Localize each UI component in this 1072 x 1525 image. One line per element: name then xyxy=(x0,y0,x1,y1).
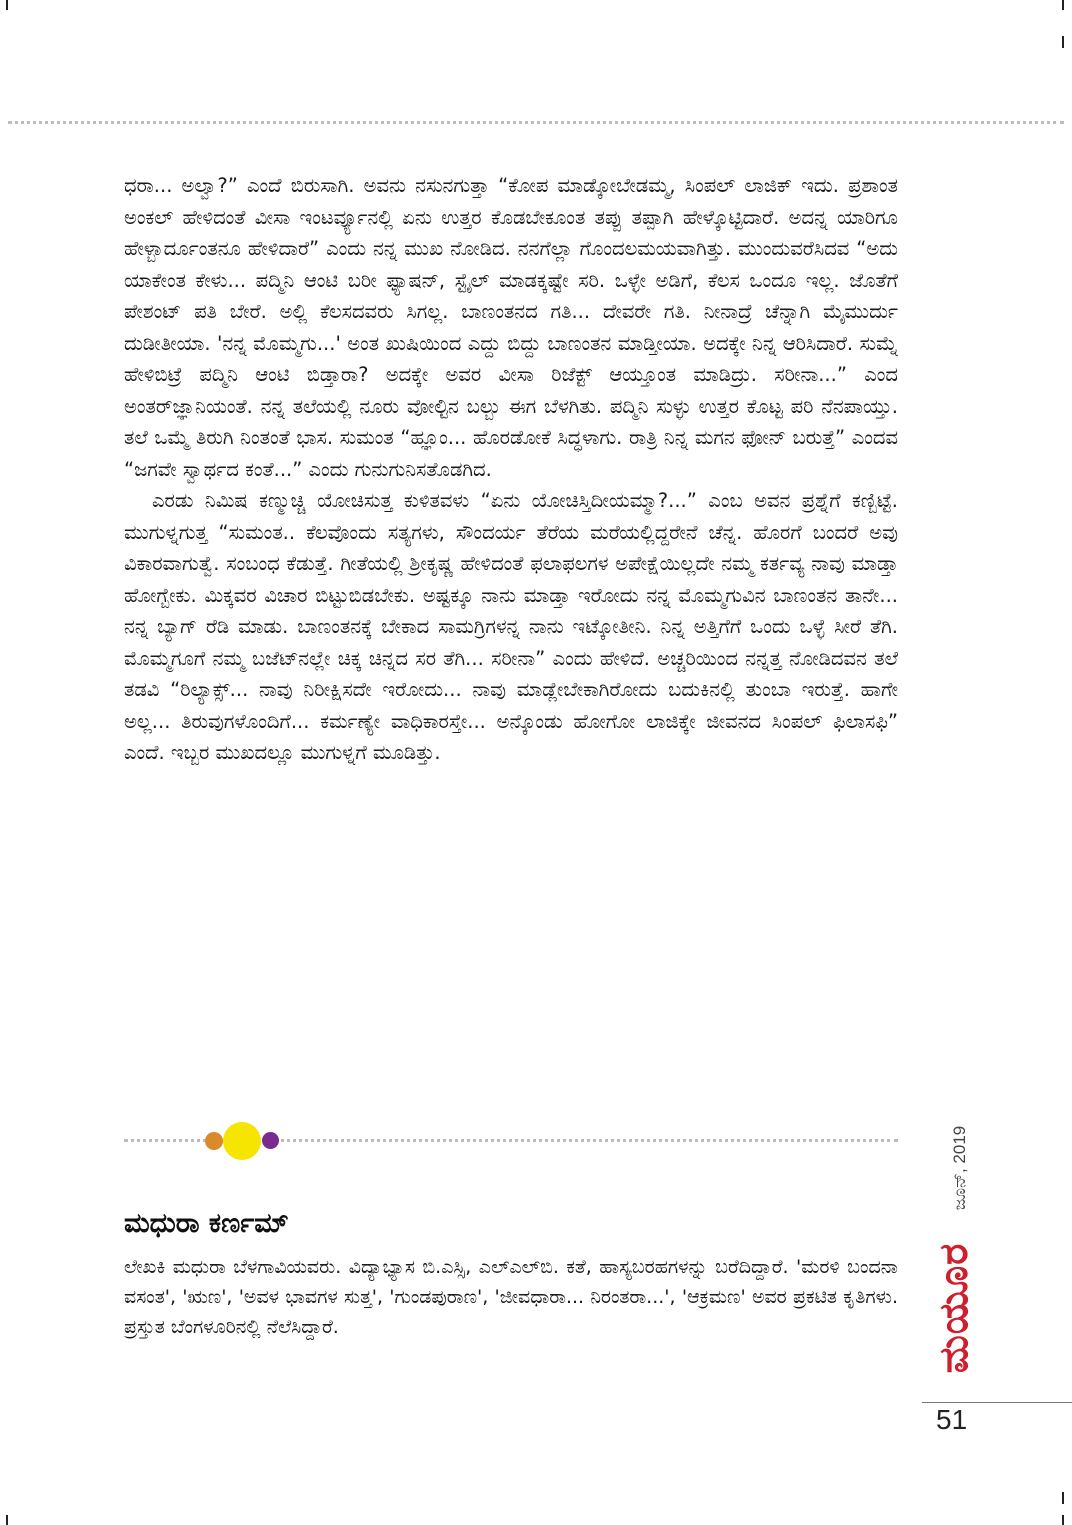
orange-dot xyxy=(205,1132,223,1150)
crop-mark-right-lower xyxy=(1062,1492,1064,1504)
story-paragraph: ಎರಡು ನಿಮಿಷ ಕಣ್ಮುಚ್ಚಿ ಯೋಚಿಸುತ್ತ ಕುಳಿತವಳು “ಏನು ಯೋಚಿಸ್ತಿದೀಯಮ್ಮಾ?...” ಎಂಬ ಅವನ ಪ್ರಶ್ನೆಗೆ ಕಣ್ಬಿಟ್ಟೆ. ಮುಗುಳ್ನಗುತ್ತ “ಸುಮಂತ.. ಕೆಲವೊಂದು ಸತ್ಯಗಳು, ಸೌಂದರ್ಯ ತೆರೆಯ ಮರೆಯಲ್ಲಿದ್ದರೇನೆ ಚೆನ್ನ. ಹೊರಗೆ ಬಂದರೆ ಅವು ವಿಕಾರವಾಗುತ್ವೆ. ಸಂಬಂಧ ಕೆಡುತ್ತೆ. ಗೀತೆಯಲ್ಲಿ ಶ್ರೀಕೃಷ್ಣ ಹೇಳಿದಂತೆ ಫಲಾಫಲಗಳ ಅಪೇಕ್ಷೆಯಿಲ್ಲದೇ ನಮ್ಮ ಕರ್ತವ್ಯ ನಾವು ಮಾಡ್ತಾ ಹೋಗ್ಬೇಕು. ಮಿಕ್ಕವರ ವಿಚಾರ ಬಿಟ್ಟುಬಿಡಬೇಕು. ಅಷ್ಟಕ್ಕೂ ನಾನು ಮಾಡ್ತಾ ಇರೋದು ನನ್ನ ಮೊಮ್ಮಗುವಿನ ಬಾಣಂತನ ತಾನೇ... ನನ್ನ ಬ್ಯಾಗ್ ರೆಡಿ ಮಾಡು. ಬಾಣಂತನಕ್ಕೆ ಬೇಕಾದ ಸಾಮಗ್ರಿಗಳನ್ನ ನಾನು ಇಟ್ಕೋತೀನಿ. ನಿನ್ನ ಅತ್ತಿಗೆಗೆ ಒಂದು ಒಳ್ಳೆ ಸೀರೆ ತೆಗಿ. ಮೊಮ್ಮಗೂಗೆ ನಮ್ಮ ಬಜೆಟ್‌ನಲ್ಲೇ ಚಿಕ್ಕ ಚಿನ್ನದ ಸರ ತೆಗಿ... ಸರೀನಾ” ಎಂದು ಹೇಳಿದೆ. ಅಚ್ಚರಿಯಿಂದ ನನ್ನತ್ತ ನೋಡಿದವನ ತಲೆ ತಡವಿ “ರಿಲ್ಯಾಕ್ಸ್... ನಾವು ನಿರೀಕ್ಷಿಸದೇ ಇರೋದು... ನಾವು ಮಾಡ್ಲೇಬೇಕಾಗಿರೋದು ಬದುಕಿನಲ್ಲಿ ತುಂಬಾ ಇರುತ್ತೆ. ಹಾಗೇ ಅಲ್ಲ... ತಿರುವುಗಳೊಂದಿಗೆ... ಕರ್ಮಣ್ಯೇ ವಾಧಿಕಾರಸ್ತೇ... ಅನ್ಕೊಂಡು ಹೋಗೋ ಲಾಜಿಕ್ಕೇ ಜೀವನದ ಸಿಂಪಲ್ ಫಿಲಾಸಫಿ” ಎಂದೆ. ಇಬ್ಬರ ಮುಖದಲ್ಲೂ ಮುಗುಳ್ನಗೆ ಮೂಡಿತ್ತು. xyxy=(124,489,898,764)
crop-mark-bottom-right xyxy=(1062,1515,1064,1525)
story-paragraph: ಧರಾ... ಅಲ್ವಾ?” ಎಂದೆ ಬಿರುಸಾಗಿ. ಅವನು ನಸುನಗುತ್ತಾ “ಕೋಪ ಮಾಡ್ಕೋಬೇಡಮ್ಮ, ಸಿಂಪಲ್ ಲಾಜಿಕ್ ಇದು. ಪ್ರಶಾಂತ ಅಂಕಲ್ ಹೇಳಿದಂತೆ ವೀಸಾ ಇಂಟರ್ವ್ಯೂನಲ್ಲಿ ಏನು ಉತ್ತರ ಕೊಡಬೇಕೂಂತ ತಪ್ಪು ತಪ್ಪಾಗಿ ಹೇಳ್ಕೊಟ್ಟಿದಾರೆ. ಅದನ್ನ ಯಾರಿಗೂ ಹೇಳ್ಬಾರ್ದೂಂತನೂ ಹೇಳಿದಾರೆ” ಎಂದು ನನ್ನ ಮುಖ ನೋಡಿದ. ನನಗೆಲ್ಲಾ ಗೊಂದಲಮಯವಾಗಿತ್ತು. ಮುಂದುವರೆಸಿದವ “ಅದು ಯಾಕೇಂತ ಕೇಳು... ಪದ್ಮಿನಿ ಆಂಟಿ ಬರೀ ಫ್ಯಾಷನ್, ಸ್ಟೈಲ್ ಮಾಡಕ್ಕಷ್ಟೇ ಸರಿ. ಒಳ್ಳೇ ಅಡಿಗೆ, ಕೆಲಸ ಒಂದೂ ಇಲ್ಲ. ಜೊತೆಗೆ ಪೇಶಂಟ್ ಪತಿ ಬೇರೆ. ಅಲ್ಲಿ ಕೆಲಸದವರು ಸಿಗಲ್ಲ. ಬಾಣಂತನದ ಗತಿ... ದೇವರೇ ಗತಿ. ನೀನಾದ್ರೆ ಚೆನ್ನಾಗಿ ಮೈಮುರ್ದು ದುಡೀತೀಯಾ. 'ನನ್ನ ಮೊಮ್ಮಗು...' ಅಂತ ಖುಷಿಯಿಂದ ಎದ್ದು ಬಿದ್ದು ಬಾಣಂತನ ಮಾಡ್ತೀಯಾ. ಅದಕ್ಕೇ ನಿನ್ನ ಆರಿಸಿದಾರೆ. ಸುಮ್ನೆ ಹೇಳಿಬಿಟ್ರೆ ಪದ್ಮಿನಿ ಆಂಟಿ ಬಿಡ್ತಾರಾ? ಅದಕ್ಕೇ ಅವರ ವೀಸಾ ರಿಜೆಕ್ಟ್ ಆಯ್ತೂಂತ ಮಾಡಿದ್ರು. ಸರೀನಾ...” ಎಂದ ಅಂತರ್‌ಜ್ಞಾನಿಯಂತೆ. ನನ್ನ ತಲೆಯಲ್ಲಿ ನೂರು ವೋಲ್ಟಿನ ಬಲ್ಬು ಈಗ ಬೆಳಗಿತು. ಪದ್ಮಿನಿ ಸುಳ್ಳು ಉತ್ತರ ಕೊಟ್ಟ ಪರಿ ನೆನಪಾಯ್ತು. ತಲೆ ಒಮ್ಮೆ ತಿರುಗಿ ನಿಂತಂತೆ ಭಾಸ. ಸುಮಂತ “ಹ್ಞೂಂ... ಹೊರಡೋಕೆ ಸಿದ್ಧಳಾಗು. ರಾತ್ರಿ ನಿನ್ನ ಮಗನ ಫೋನ್ ಬರುತ್ತೆ” ಎಂದವ “ಜಗವೇ ಸ್ವಾರ್ಥದ ಕಂತೆ...” ಎಂದು ಗುನುಗುನಿಸತೊಡಗಿದ. xyxy=(124,174,898,481)
story-body xyxy=(124,170,898,769)
top-dotted-rule xyxy=(8,121,1064,124)
purple-dot xyxy=(262,1132,279,1149)
yellow-dot xyxy=(223,1122,261,1160)
page-number: 51 xyxy=(936,1404,968,1435)
crop-mark-top-left xyxy=(6,0,8,10)
author-bio: ಲೇಖಕಿ ಮಧುರಾ ಬೆಳಗಾವಿಯವರು. ವಿದ್ಯಾಭ್ಯಾಸ ಬಿ.ಎಸ್ಸಿ, ಎಲ್‌ಎಲ್‌ಬಿ. ಕತೆ, ಹಾಸ್ಯಬರಹಗಳನ್ನು ಬರೆದಿದ್ದಾರೆ. 'ಮರಳಿ ಬಂದನಾ ವಸಂತ', 'ಋಣ', 'ಅವಳ ಭಾವಗಳ ಸುತ್ತ', 'ಗುಂಡಪುರಾಣ', 'ಜೀವಧಾರಾ... ನಿರಂತರಾ...', 'ಆಕ್ರಮಣ' ಅವರ ಪ್ರಕಟಿತ ಕೃತಿಗಳು. ಪ್ರಸ್ತುತ ಬೆಂಗಳೂರಿನಲ್ಲಿ ನೆಲೆಸಿದ್ದಾರೆ. xyxy=(124,1256,898,1338)
magazine-logo xyxy=(930,1228,978,1388)
crop-mark-top-right xyxy=(1062,0,1064,10)
author-name: ಮಧುರಾ ಕರ್ಣಮ್ xyxy=(124,1208,289,1239)
issue-date-text: ಜೂನ್, 2019 xyxy=(950,1125,969,1210)
magazine-logo-text: ಮಯೂರ xyxy=(931,1242,977,1374)
crop-mark-right-upper xyxy=(1062,36,1064,48)
footer-rule xyxy=(922,1402,1072,1403)
issue-date xyxy=(945,1110,975,1225)
crop-mark-bottom-left xyxy=(6,1515,8,1525)
section-divider xyxy=(124,1120,898,1160)
